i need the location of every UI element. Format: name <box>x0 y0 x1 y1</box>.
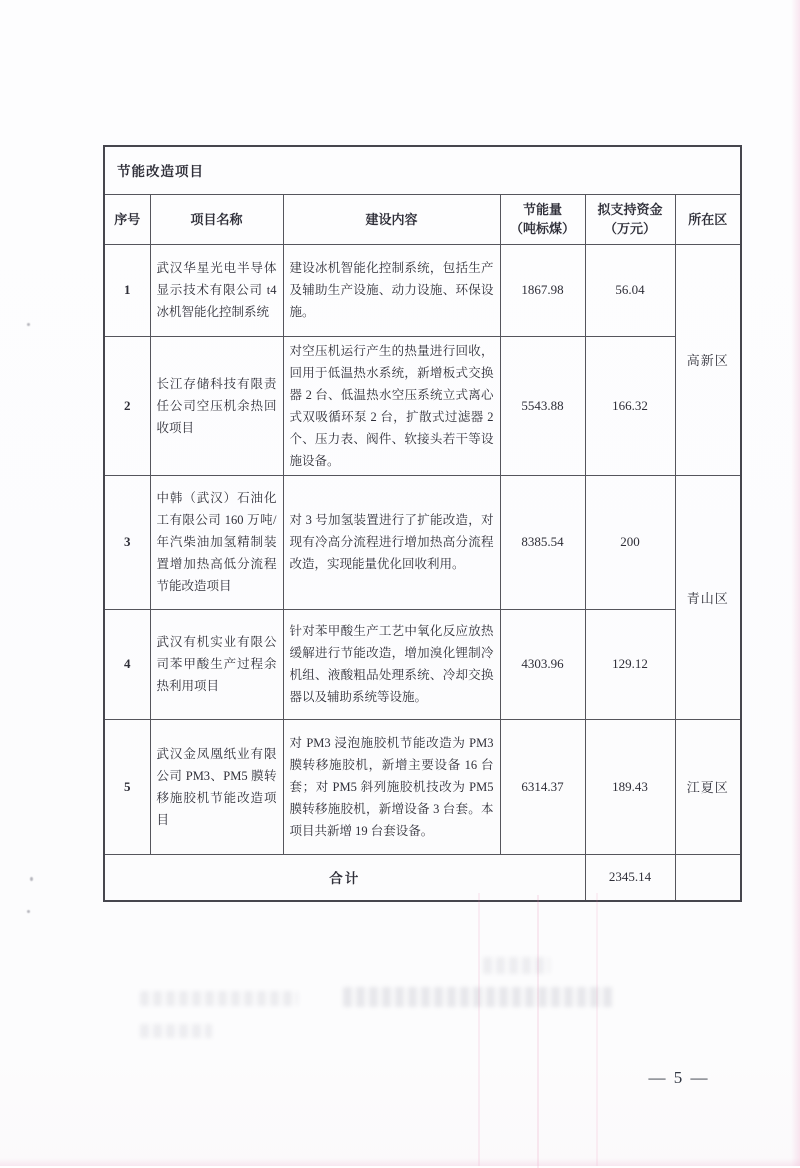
page-number: — 5 — <box>648 1068 710 1087</box>
header-support-fund <box>585 194 675 244</box>
header-project-name <box>150 194 283 244</box>
energy-saving-projects-table <box>103 145 742 902</box>
header-energy-saving-line2: （吨标煤） <box>509 221 575 236</box>
table-row <box>104 244 741 336</box>
row5-energy: 6314.37 <box>500 719 585 854</box>
table-row <box>104 609 741 719</box>
table-row <box>104 719 741 854</box>
row2-content: 对空压机运行产生的热量进行回收，回用于低温热水系统，新增板式交换器 2 台、低温热水空压系统立式离心式双吸循环泵 2 台，扩散式过滤器 2 个、压力表、阀件、软接头若干等设施设备。 <box>283 336 500 475</box>
header-no <box>104 194 150 244</box>
scan-edge-tint <box>0 1158 800 1166</box>
bleed-through-artifact <box>483 957 550 974</box>
district-qingshan: 青山区 <box>675 475 741 719</box>
row5-project-name: 武汉金凤凰纸业有限公司 PM3、PM5 膜转移施胶机节能改造项目 <box>150 719 283 854</box>
row1-no: 1 <box>104 244 150 336</box>
header-energy-saving-line1: 节能量 <box>522 202 562 217</box>
bleed-through-artifact <box>140 991 298 1006</box>
row4-content: 针对苯甲酸生产工艺中氧化反应放热缓解进行节能改造，增加溴化锂制冷机组、液酸粗品处理系统、冷却交换器以及辅助系统等设施。 <box>283 609 500 719</box>
total-fund: 2345.14 <box>585 854 675 901</box>
total-district-empty <box>675 854 741 901</box>
header-support-fund-line1: 拟支持资金 <box>597 202 663 217</box>
row3-fund: 200 <box>585 475 675 609</box>
scan-speck <box>27 323 30 326</box>
header-row <box>104 194 741 244</box>
row3-energy: 8385.54 <box>500 475 585 609</box>
row4-no: 4 <box>104 609 150 719</box>
district-gaoxin: 高新区 <box>675 244 741 475</box>
row3-content: 对 3 号加氢装置进行了扩能改造，对现有冷高分流程进行增加热高分流程改造，实现能量优化回收利用。 <box>283 475 500 609</box>
scan-fold-line <box>537 895 539 1168</box>
row5-fund: 189.43 <box>585 719 675 854</box>
table-title: 节能改造项目 <box>104 146 741 194</box>
scan-edge-tint <box>791 0 800 1166</box>
row5-no: 5 <box>104 719 150 854</box>
table-row <box>104 475 741 609</box>
row1-energy: 1867.98 <box>500 244 585 336</box>
row1-fund: 56.04 <box>585 244 675 336</box>
row4-project-name: 武汉有机实业有限公司苯甲酸生产过程余热利用项目 <box>150 609 283 719</box>
scan-speck <box>30 877 33 881</box>
scan-fold-line <box>478 893 480 1166</box>
header-construction-content-label: 建设内容 <box>365 211 418 227</box>
scan-fold-line <box>596 893 598 1166</box>
table-row <box>104 336 741 475</box>
row2-no: 2 <box>104 336 150 475</box>
header-project-name-label: 项目名称 <box>190 211 243 227</box>
row1-project-name: 武汉华星光电半导体显示技术有限公司 t4 冰机智能化控制系统 <box>150 244 283 336</box>
row3-project-name: 中韩（武汉）石油化工有限公司 160 万吨/年汽柴油加氢精制装置增加热高低分流程节能改造项目 <box>150 475 283 609</box>
row4-energy: 4303.96 <box>500 609 585 719</box>
row2-fund: 166.32 <box>585 336 675 475</box>
row2-project-name: 长江存储科技有限责任公司空压机余热回收项目 <box>150 336 283 475</box>
header-district-label: 所在区 <box>688 211 728 227</box>
total-row <box>104 854 741 901</box>
district-jiangxia: 江夏区 <box>675 719 741 854</box>
row5-content: 对 PM3 浸泡施胶机节能改造为 PM3 膜转移施胶机，新增主要设备 16 台套；对 PM5 斜列施胶机技改为 PM5 膜转移施胶机，新增设备 3 台套。本项目共新增 19 台套设备。 <box>283 719 500 854</box>
header-support-fund-line2: （万元） <box>603 221 656 236</box>
bleed-through-artifact <box>140 1024 212 1038</box>
row1-content: 建设冰机智能化控制系统，包括生产及辅助生产设施、动力设施、环保设施。 <box>283 244 500 336</box>
total-label: 合计 <box>104 854 585 901</box>
header-energy-saving <box>500 194 585 244</box>
row2-energy: 5543.88 <box>500 336 585 475</box>
header-construction-content <box>283 194 500 244</box>
header-no-label: 序号 <box>114 211 141 227</box>
row3-no: 3 <box>104 475 150 609</box>
row4-fund: 129.12 <box>585 609 675 719</box>
header-district <box>675 194 741 244</box>
scan-speck <box>27 910 30 913</box>
